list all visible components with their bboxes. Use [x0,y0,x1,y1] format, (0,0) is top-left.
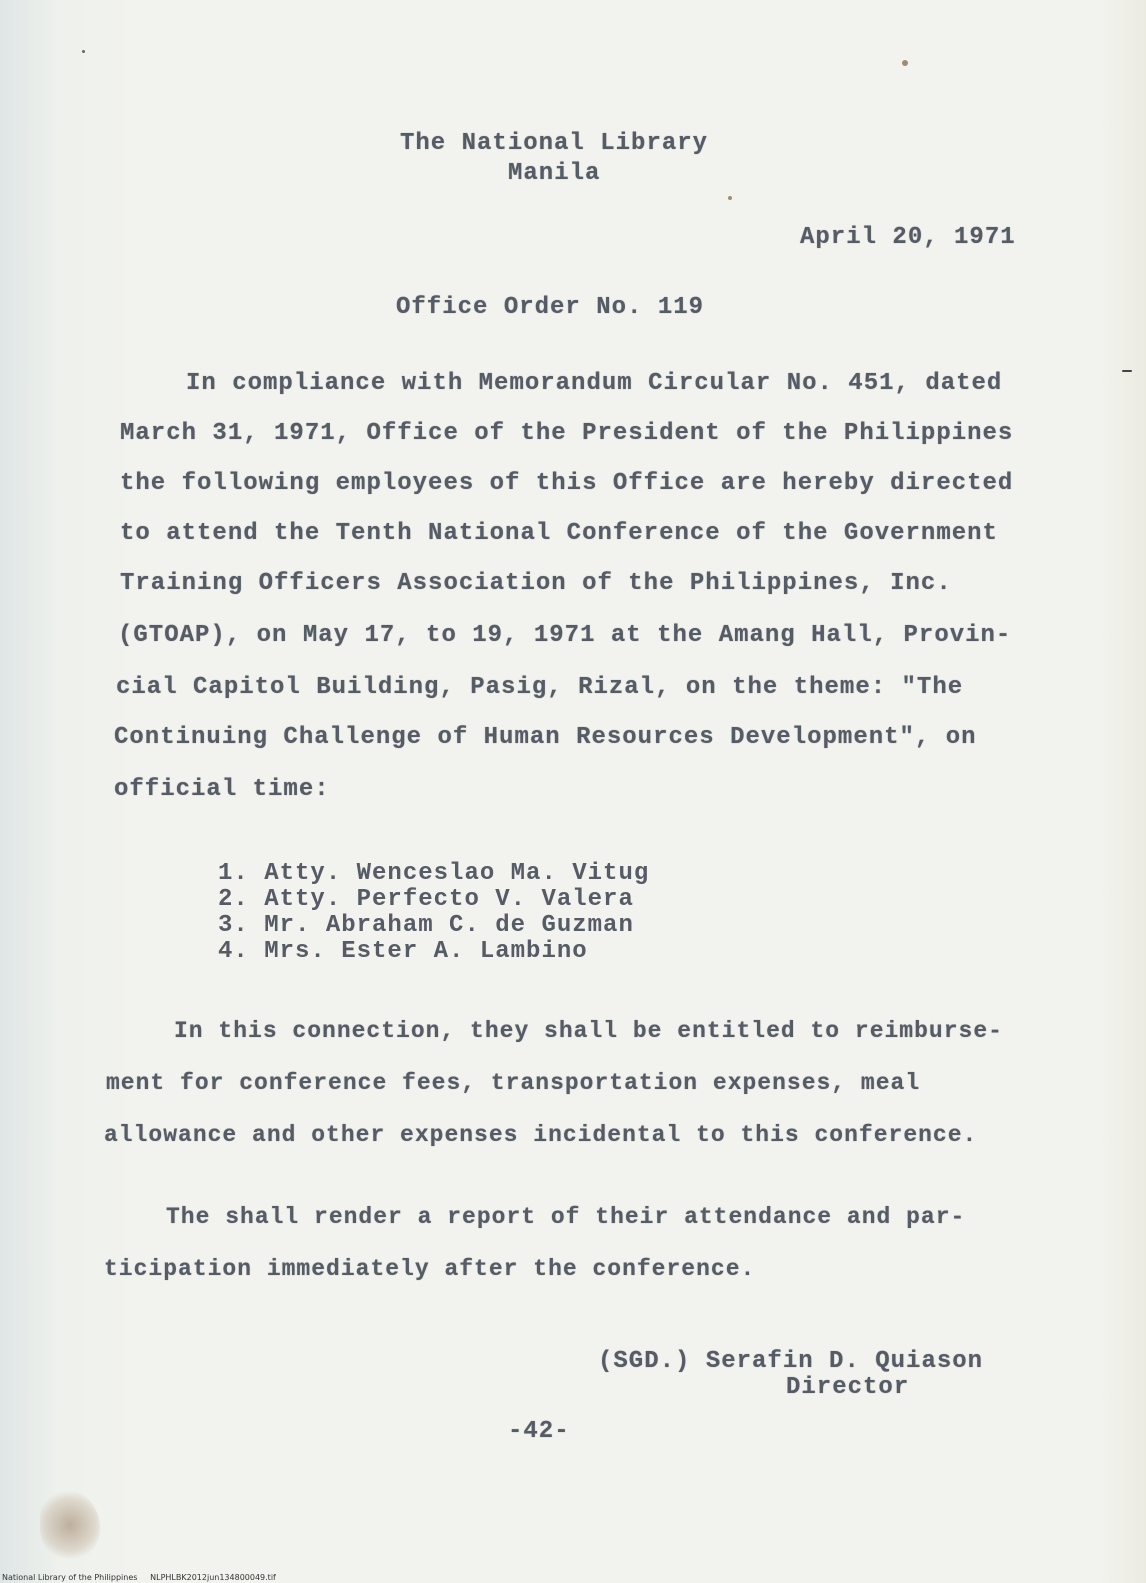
paragraph1-line: the following employees of this Office are hereby directed [120,470,1014,497]
paragraph1-line: to attend the Tenth National Conference of the Government [120,520,998,547]
paragraph3-line: ticipation immediately after the conference. [104,1256,756,1282]
paragraph1-line: March 31, 1971, Office of the President of the Philippines [120,420,1014,447]
paragraph1-line: In compliance with Memorandum Circular No. 451, dated [186,370,1003,397]
paragraph1-line: Training Officers Association of the Philippines, Inc. [120,570,952,597]
institution-name: The National Library [400,130,709,157]
scan-footer: National Library of the Philippines NLPHLBK2012jun134800049.tif [2,1573,276,1582]
paper-speck [82,50,85,53]
paragraph3-line: The shall render a report of their attendance and par- [166,1204,966,1230]
paper-stain [40,1490,100,1560]
paragraph1-line: official time: [114,776,330,803]
order-title: Office Order No. 119 [396,294,705,321]
paragraph1-line: cial Capitol Building, Pasig, Rizal, on the theme: "The [116,674,964,701]
paragraph1-line: Continuing Challenge of Human Resources Development", on [114,724,977,751]
document-date: April 20, 1971 [800,224,1016,251]
signatory-title: Director [786,1374,910,1401]
signatory-name: (SGD.) Serafin D. Quiason [598,1348,984,1375]
paper-speck [902,60,908,66]
paper-speck [728,196,732,200]
paragraph2-line: In this connection, they shall be entitled to reimburse- [174,1018,1003,1044]
paper-mark [1122,370,1132,372]
employee-list-item: 2. Atty. Perfecto V. Valera [218,886,634,913]
institution-city: Manila [508,160,601,187]
employee-list-item: 3. Mr. Abraham C. de Guzman [218,912,634,939]
paragraph1-line: (GTOAP), on May 17, to 19, 1971 at the Amang Hall, Provin- [118,622,1012,649]
page-number: -42- [508,1418,570,1445]
paragraph2-line: allowance and other expenses incidental to this conference. [104,1122,978,1148]
paragraph2-line: ment for conference fees, transportation expenses, meal [106,1070,921,1096]
employee-list-item: 4. Mrs. Ester A. Lambino [218,938,588,965]
employee-list-item: 1. Atty. Wenceslao Ma. Vitug [218,860,650,887]
